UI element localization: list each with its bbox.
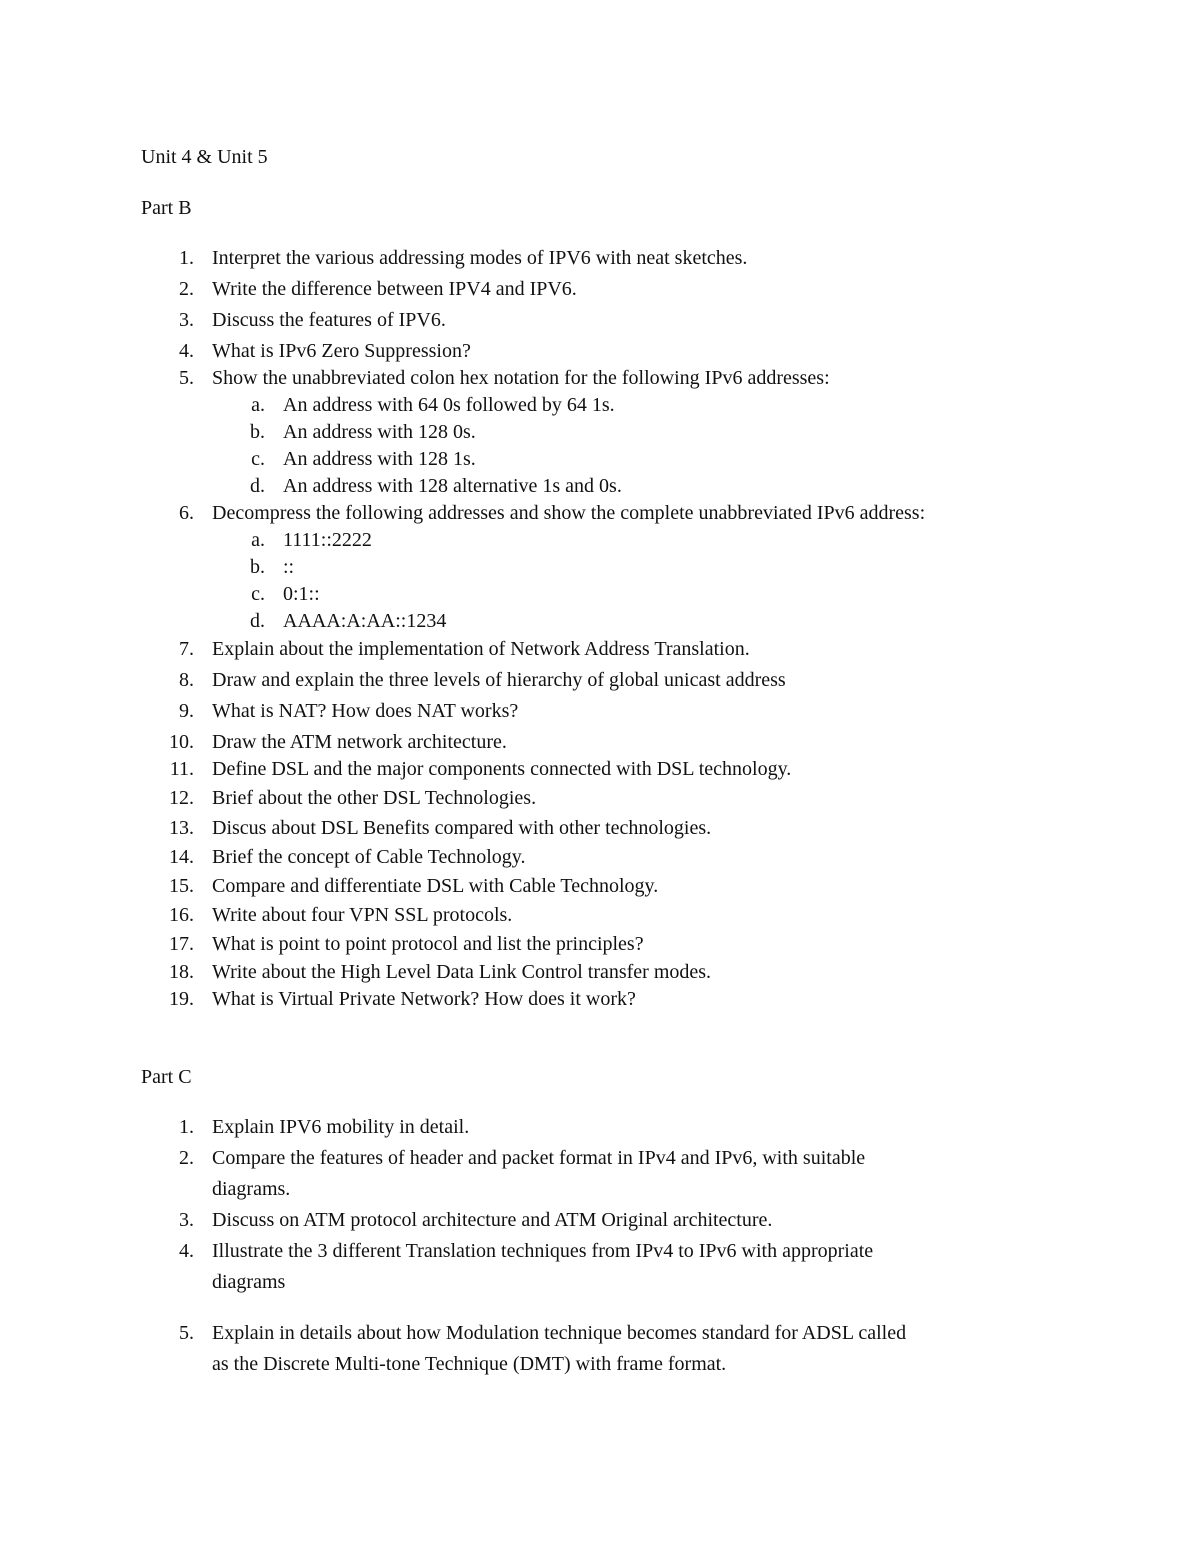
question-number: 12. (169, 787, 194, 809)
question-number: 2. (179, 1147, 194, 1169)
question-number: 19. (169, 988, 194, 1010)
sub-question-text: An address with 128 alternative 1s and 0s. (283, 475, 622, 497)
question-text: Explain IPV6 mobility in detail. (212, 1116, 470, 1138)
question-text: Show the unabbreviated colon hex notation for the following IPv6 addresses: (212, 367, 830, 389)
sub-question-text: 1111::2222 (283, 529, 372, 551)
sub-question-letter: c. (251, 583, 265, 605)
question-text: What is NAT? How does NAT works? (212, 700, 519, 722)
question-number: 5. (179, 367, 194, 389)
question-text: Draw and explain the three levels of hierarchy of global unicast address (212, 669, 786, 691)
question-text: Explain in details about how Modulation technique becomes standard for ADSL called (212, 1322, 907, 1344)
question-text: Write the difference between IPV4 and IPV6. (212, 278, 577, 300)
question-text: Explain about the implementation of Network Address Translation. (212, 638, 750, 660)
question-number: 4. (179, 340, 194, 362)
question-text: Brief the concept of Cable Technology. (212, 846, 526, 868)
question-number: 18. (169, 961, 194, 983)
question-number: 1. (179, 247, 194, 269)
question-number: 11. (169, 758, 194, 780)
sub-question-letter: a. (251, 394, 265, 416)
sub-question-text: AAAA:A:AA::1234 (283, 610, 447, 632)
question-number: 6. (179, 502, 194, 524)
question-number: 7. (179, 638, 194, 660)
question-text: Illustrate the 3 different Translation techniques from IPv4 to IPv6 with appropriate (212, 1240, 874, 1262)
question-text-continued: as the Discrete Multi-tone Technique (DMT) with frame format. (212, 1353, 727, 1375)
sub-question-text: An address with 64 0s followed by 64 1s. (283, 394, 615, 416)
sub-question-letter: d. (250, 610, 265, 632)
question-text-continued: diagrams (212, 1271, 286, 1293)
part-b-heading: Part B (141, 197, 192, 219)
sub-question-text: An address with 128 1s. (283, 448, 476, 470)
sub-question-text: An address with 128 0s. (283, 421, 476, 443)
question-text: Write about the High Level Data Link Control transfer modes. (212, 961, 712, 983)
question-text: What is Virtual Private Network? How does it work? (212, 988, 636, 1010)
question-number: 14. (169, 846, 194, 868)
question-number: 4. (179, 1240, 194, 1262)
question-text: Brief about the other DSL Technologies. (212, 787, 537, 809)
question-text: Compare and differentiate DSL with Cable Technology. (212, 875, 659, 897)
question-number: 2. (179, 278, 194, 300)
question-number: 13. (169, 817, 194, 839)
part-c-heading: Part C (141, 1066, 192, 1088)
question-text: Discus about DSL Benefits compared with other technologies. (212, 817, 712, 839)
question-text: Define DSL and the major components connected with DSL technology. (212, 758, 792, 780)
question-number: 9. (179, 700, 194, 722)
question-text: What is point to point protocol and list the principles? (212, 933, 644, 955)
sub-question-letter: a. (251, 529, 265, 551)
question-text: Compare the features of header and packet format in IPv4 and IPv6, with suitable (212, 1147, 866, 1169)
question-number: 3. (179, 309, 194, 331)
question-text: Discuss the features of IPV6. (212, 309, 446, 331)
question-number: 3. (179, 1209, 194, 1231)
question-number: 17. (169, 933, 194, 955)
question-text: Interpret the various addressing modes of IPV6 with neat sketches. (212, 247, 748, 269)
sub-question-letter: b. (250, 556, 265, 578)
question-text-continued: diagrams. (212, 1178, 291, 1200)
question-text: Decompress the following addresses and show the complete unabbreviated IPv6 address: (212, 502, 926, 524)
sub-question-letter: b. (250, 421, 265, 443)
question-number: 15. (169, 875, 194, 897)
sub-question-letter: d. (250, 475, 265, 497)
document-title: Unit 4 & Unit 5 (141, 146, 268, 168)
question-text: What is IPv6 Zero Suppression? (212, 340, 471, 362)
question-text: Write about four VPN SSL protocols. (212, 904, 513, 926)
sub-question-letter: c. (251, 448, 265, 470)
question-number: 5. (179, 1322, 194, 1344)
question-text: Discuss on ATM protocol architecture and ATM Original architecture. (212, 1209, 773, 1231)
question-number: 16. (169, 904, 194, 926)
question-number: 1. (179, 1116, 194, 1138)
question-text: Draw the ATM network architecture. (212, 731, 507, 753)
question-number: 8. (179, 669, 194, 691)
question-number: 10. (169, 731, 194, 753)
sub-question-text: 0:1:: (283, 583, 320, 605)
sub-question-text: :: (283, 556, 295, 578)
